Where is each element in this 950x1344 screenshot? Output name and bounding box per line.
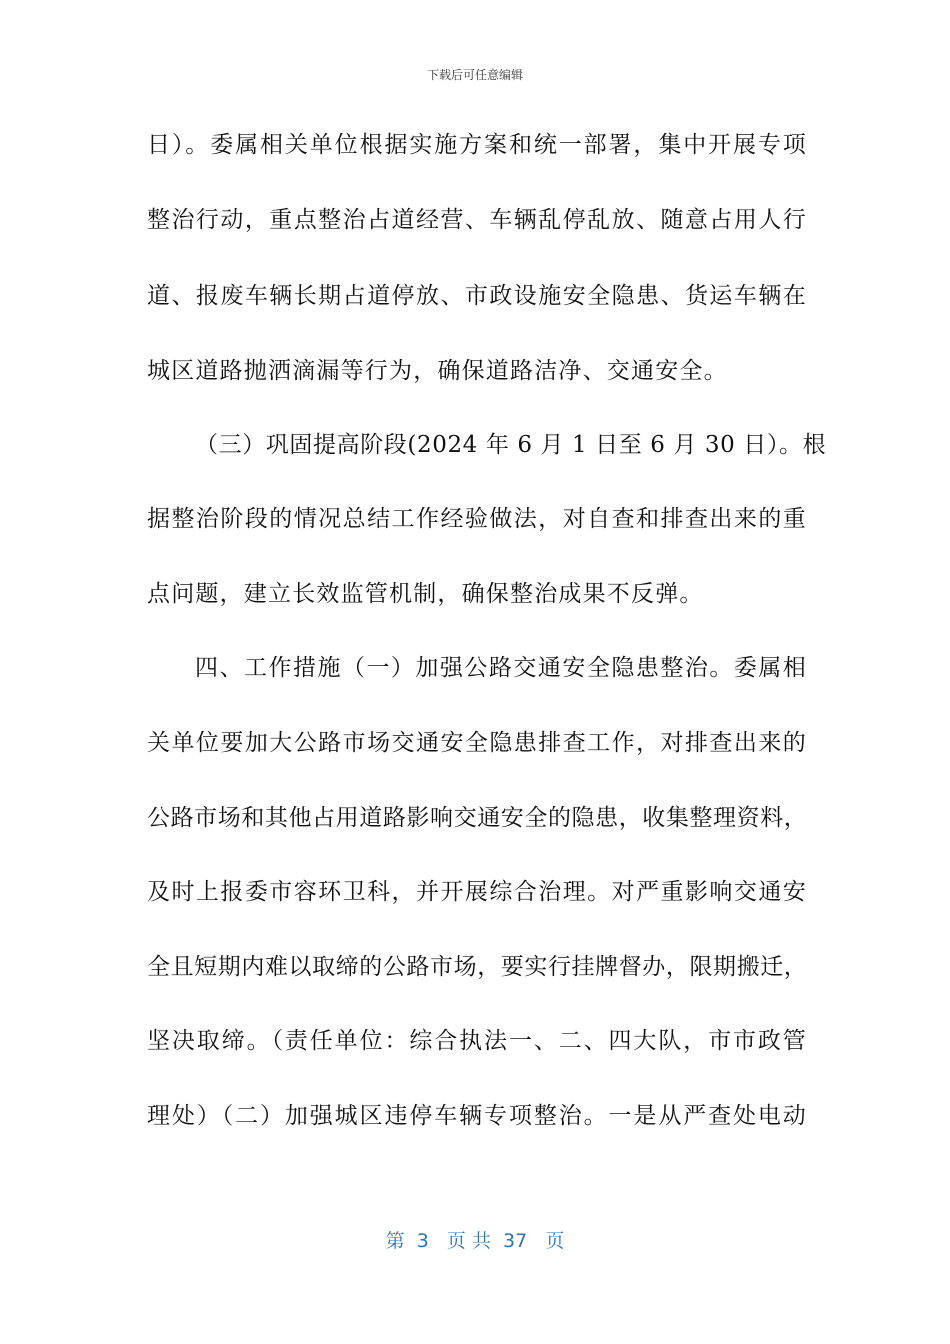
text-line: 城区道路抛洒滴漏等行为，确保道路洁净、交通安全。 [147, 358, 728, 384]
text-line: 全且短期内难以取缔的公路市场，要实行挂牌督办，限期搬迁， [147, 954, 807, 980]
text-line: 坚决取缔。（责任单位：综合执法一、二、四大队，市市政管 [147, 1028, 807, 1054]
text-line: 及时上报委市容环卫科，并开展综合治理。对严重影响交通安 [147, 879, 807, 905]
page-header: 下载后可任意编辑 [426, 68, 523, 82]
text-line: 日）。委属相关单位根据实施方案和统一部署，集中开展专项 [147, 132, 807, 158]
page-footer: 第 3 页 共 37 页 [385, 1230, 565, 1252]
text-line: 整治行动，重点整治占道经营、车辆乱停乱放、随意占用人行 [147, 207, 807, 233]
paragraph-start-line: 四、工作措施（一）加强公路交通安全隐患整治。委属相 [195, 655, 807, 681]
text-line: 理处）（二）加强城区违停车辆专项整治。一是从严查处电动 [147, 1103, 807, 1129]
text-line: 公路市场和其他占用道路影响交通安全的隐患，收集整理资料， [147, 805, 807, 831]
text-line: 据整治阶段的情况总结工作经验做法，对自查和排查出来的重 [147, 506, 807, 532]
text-line: 关单位要加大公路市场交通安全隐患排查工作，对排查出来的 [147, 730, 807, 756]
paragraph-start-line: （三）巩固提高阶段(2024 年 6 月 1 日至 6 月 30 日）。根 [195, 432, 827, 458]
text-line: 点问题，建立长效监管机制，确保整治成果不反弹。 [147, 581, 704, 607]
text-line: 道、报废车辆长期占道停放、市政设施安全隐患、货运车辆在 [147, 283, 807, 309]
